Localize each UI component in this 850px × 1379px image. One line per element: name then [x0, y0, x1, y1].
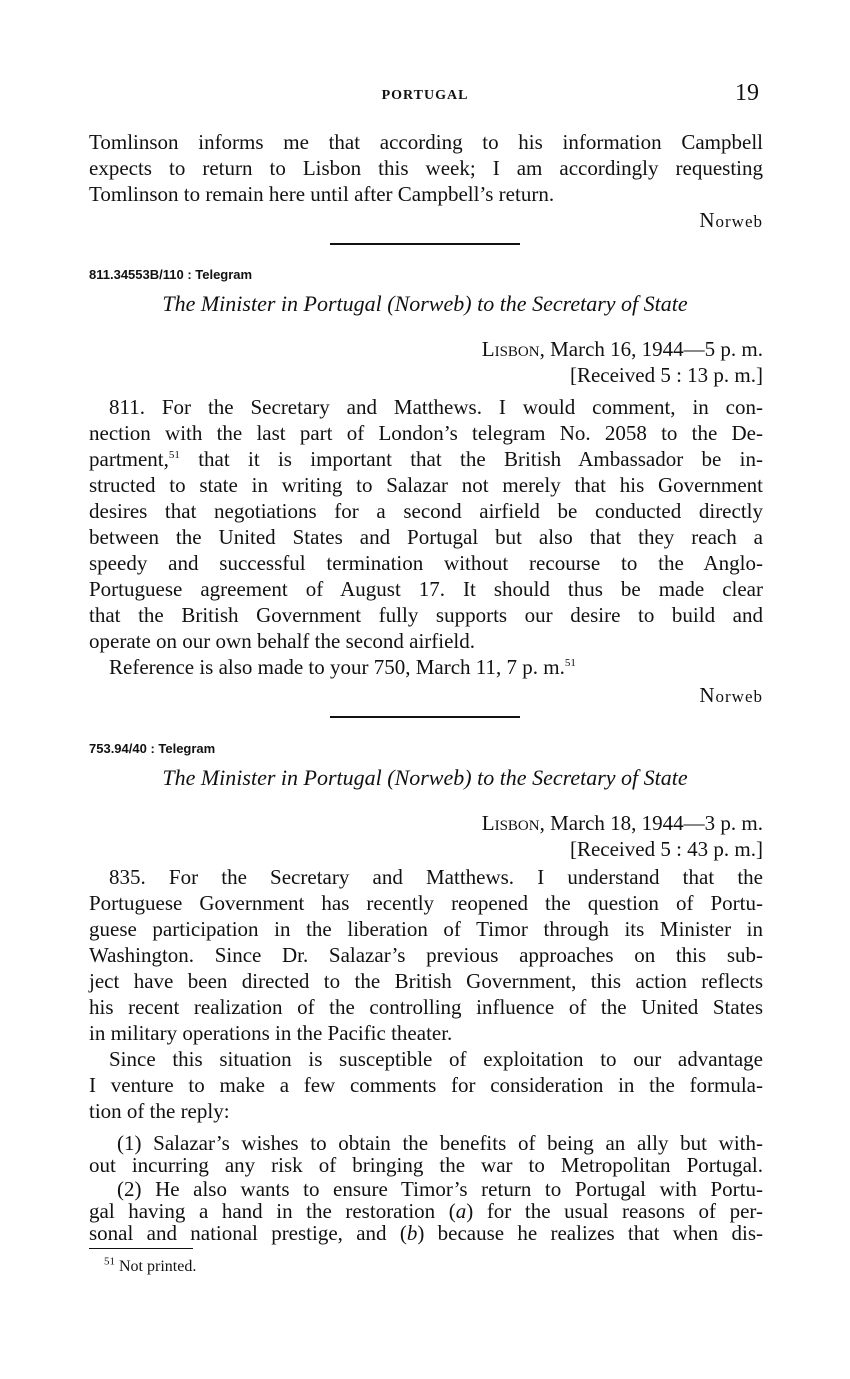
file-number: 753.94/40 : Telegram	[89, 741, 216, 756]
body-line: between the United States and Portugal but also that they reach a	[89, 525, 763, 549]
reference-line	[109, 654, 576, 680]
body-line: Portuguese Government has recently reopened the question of Portu-	[89, 891, 763, 915]
body-line: Portuguese agreement of August 17. It should thus be made clear	[89, 577, 763, 601]
list-item-line: (2) He also wants to ensure Timor’s return to Portugal with Portu-	[117, 1177, 763, 1201]
body-line	[89, 446, 763, 472]
item-letter: b	[406, 1221, 418, 1245]
body-line: in military operations in the Pacific theater.	[89, 1021, 453, 1045]
list-item-line	[89, 1222, 763, 1244]
received-time: [Received 5 : 43 p. m.]	[569, 837, 763, 861]
heading-text: The Minister in Portugal (	[162, 765, 395, 790]
file-number: 811.34553B/110 : Telegram	[89, 267, 253, 282]
body-text: Reference is also made to your 750, March 11, 7 p. m.	[109, 655, 565, 679]
body-text: gal having a hand in the restoration (	[89, 1199, 456, 1223]
footnote-ref: 51	[168, 449, 180, 461]
body-line: speedy and successful termination without recourse to the Anglo-	[89, 551, 763, 575]
footnote-rule	[89, 1248, 193, 1249]
footnote-marker: 51	[104, 1255, 115, 1268]
heading-name: Norweb	[394, 291, 465, 316]
received-time: [Received 5 : 13 p. m.]	[569, 363, 763, 387]
footnote	[104, 1255, 197, 1276]
heading-text: The Minister in Portugal (	[162, 291, 395, 316]
body-line: nection with the last part of London’s telegram No. 2058 to the De-	[89, 421, 763, 445]
signature-norweb: Norweb	[699, 208, 763, 232]
body-line: Tomlinson to remain here until after Campbell’s return.	[89, 182, 555, 206]
heading-text: ) to the Secretary of State	[464, 291, 688, 316]
body-line: structed to state in writing to Salazar not merely that his Government	[89, 473, 763, 497]
body-line: that the British Government fully supports our desire to build and	[89, 603, 763, 627]
section-divider	[330, 243, 520, 245]
body-line: Tomlinson informs me that according to his information Campbell	[89, 130, 763, 154]
body-text: partment,	[89, 447, 169, 471]
body-line: Since this situation is susceptible of exploitation to our advantage	[109, 1047, 763, 1071]
dateline-place: Lisbon	[481, 811, 540, 835]
footnote-ref: 51	[564, 657, 576, 669]
heading-text: ) to the Secretary of State	[464, 765, 688, 790]
body-line: Washington. Since Dr. Salazar’s previous approaches on this sub-	[89, 943, 763, 967]
body-text: ) because he realizes that when dis-	[417, 1221, 763, 1245]
body-line: operate on our own behalf the second airfield.	[89, 629, 476, 653]
signature-norweb: Norweb	[699, 683, 763, 707]
list-item-line: out incurring any risk of bringing the war to Metropolitan Portugal.	[89, 1153, 763, 1177]
dateline-date: , March 16, 1944—5 p. m.	[539, 337, 763, 361]
body-line: expects to return to Lisbon this week; I am accordingly requesting	[89, 156, 763, 180]
heading-name: Norweb	[394, 765, 465, 790]
body-text: ) for the usual reasons of per-	[466, 1199, 763, 1223]
item-letter: a	[455, 1199, 467, 1223]
body-line: tion of the reply:	[89, 1099, 230, 1123]
footnote-text: Not printed.	[115, 1258, 197, 1275]
body-line: 811. For the Secretary and Matthews. I would comment, in con-	[109, 395, 763, 419]
body-text: sonal and national prestige, and (	[89, 1221, 407, 1245]
body-line: 835. For the Secretary and Matthews. I understand that the	[109, 865, 763, 889]
dateline	[400, 336, 763, 362]
running-title: PORTUGAL	[381, 88, 469, 103]
section-divider	[330, 716, 520, 718]
document-heading	[0, 765, 850, 791]
body-line: guese participation in the liberation of Timor through its Minister in	[89, 917, 763, 941]
list-item-line	[89, 1200, 763, 1222]
list-item-line: (1) Salazar’s wishes to obtain the benefits of being an ally but with-	[117, 1131, 763, 1155]
dateline-place: Lisbon	[481, 337, 540, 361]
page-number: 19	[735, 80, 759, 106]
body-line: desires that negotiations for a second airfield be conducted directly	[89, 499, 763, 523]
body-line: ject have been directed to the British Government, this action reflects	[89, 969, 763, 993]
body-text: that it is important that the British Ambassador be in-	[179, 447, 763, 471]
dateline	[400, 810, 763, 836]
body-line: his recent realization of the controlling influence of the United States	[89, 995, 763, 1019]
body-line: I venture to make a few comments for consideration in the formula-	[89, 1073, 763, 1097]
document-heading	[0, 291, 850, 317]
dateline-date: , March 18, 1944—3 p. m.	[539, 811, 763, 835]
